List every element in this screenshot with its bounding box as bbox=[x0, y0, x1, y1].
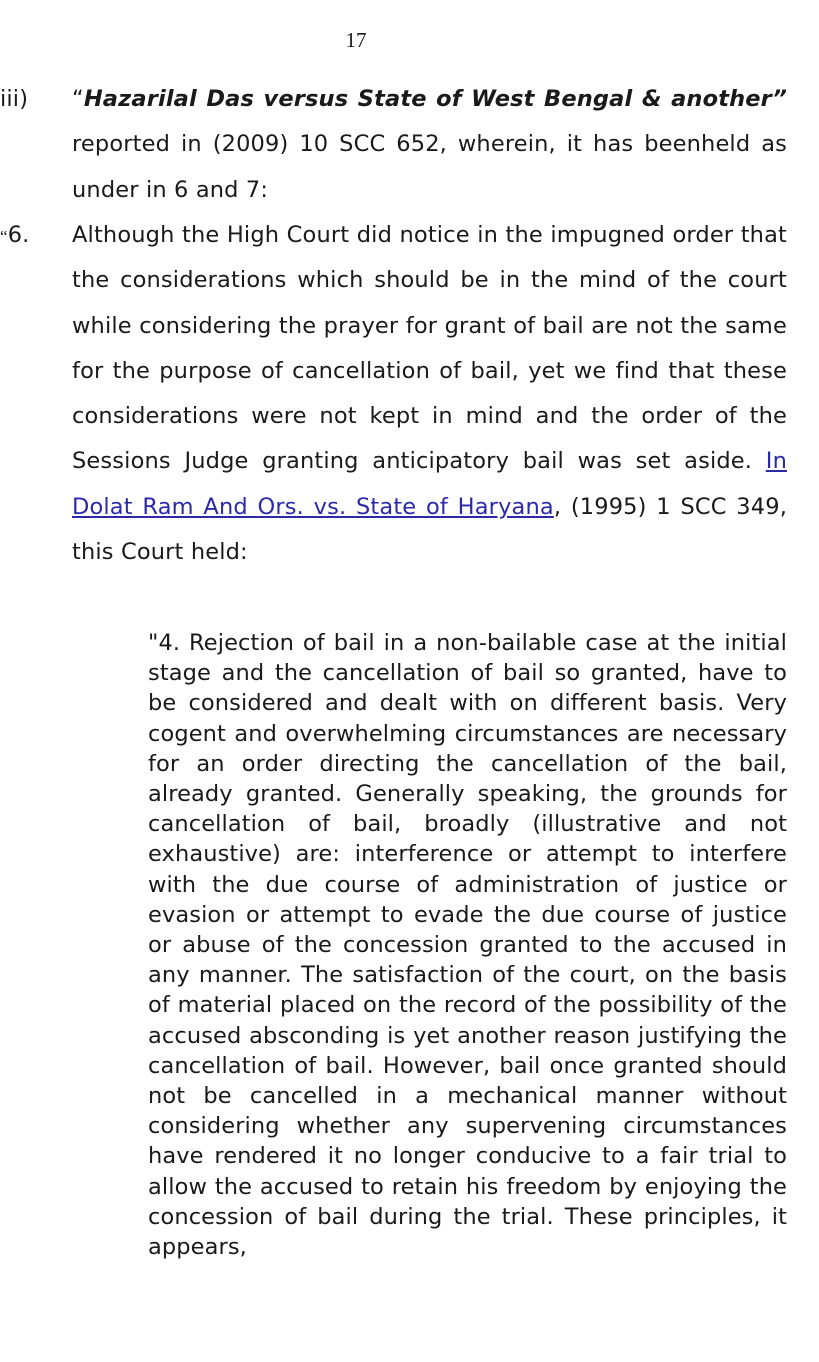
paragraph-text-end: , (1995) 1 SCC 349, this Court held: bbox=[72, 493, 787, 566]
quoted-paragraph: "4. Rejection of bail in a non-bailable case at the initial stage and the cancellation of bail so granted, have to be considered and dealt with on different basis. Very cogent and overwhelming circumstances are necessary for an order directing the cancellation of the bail, already granted. Generally speaking, the grounds for cancellation of bail, broadly (illustrative and not exhaustive) are: interference or attempt to interfere with the due course of administration of justice or evasion or attempt to evade the due course of justice or abuse of the concession granted to the accused in any manner. The satisfaction of the court, on the basis of material placed on the record of the possibility of the accused absconding is yet another reason justifying the cancellation of bail. However, bail once granted should not be cancelled in a mechanical manner without considering whether any supervening circumstances have rendered it no longer conducive to a fair trial to allow the accused to retain his freedom by enjoying the concession of bail during the trial. These principles, it appears, bbox=[148, 630, 787, 1261]
case-citation-text: reported in (2009) 10 SCC 652, wherein, it has beenheld as under in 6 and 7: bbox=[72, 131, 787, 203]
case-open-quote: “ bbox=[72, 86, 84, 112]
paragraph-6 bbox=[0, 213, 787, 575]
paragraph-open-quote: “ bbox=[0, 227, 8, 246]
case-reference bbox=[0, 77, 787, 213]
page-number: 17 bbox=[345, 28, 367, 52]
paragraph-number: 6. bbox=[7, 222, 30, 248]
paragraph-text-start: Although the High Court did notice in the impugned order that the considerations which should be in the mind of the court while considering the prayer for grant of bail are not the same for the purpose of cancellation of bail, yet we find that these considerations were not kept in mind and the order of the Sessions Judge granting anticipatory bail was set aside. bbox=[72, 222, 787, 475]
case-title: Hazarilal Das versus State of West Bengal & another” bbox=[83, 86, 787, 112]
case-link-dolat-ram[interactable]: In Dolat Ram And Ors. vs. State of Haryana bbox=[72, 448, 787, 520]
list-label: iii) bbox=[0, 86, 29, 112]
paragraph-label bbox=[0, 213, 29, 259]
